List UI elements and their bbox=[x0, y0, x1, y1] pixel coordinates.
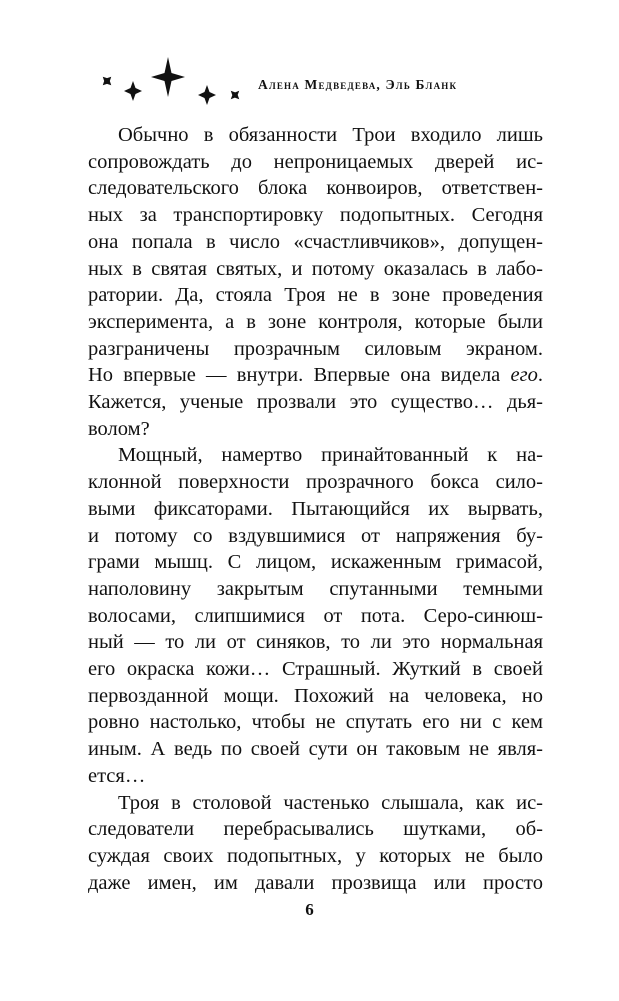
text-line bbox=[88, 603, 543, 630]
text-line bbox=[88, 336, 543, 363]
text-line-content: иным. А ведь по своей сути он таковым не явля- bbox=[88, 738, 543, 761]
text-line bbox=[88, 149, 543, 176]
text-line-content: его окраска кожи… Страшный. Жуткий в своей bbox=[88, 658, 543, 681]
text-line-content: ных за транспортировку подопытных. Сегодня bbox=[88, 204, 543, 227]
text-line bbox=[88, 389, 543, 416]
page-number: 6 bbox=[305, 900, 314, 919]
text-line bbox=[88, 362, 543, 389]
text-line-content: ровно настолько, чтобы не спутать его ни с кем bbox=[88, 711, 543, 734]
page-header bbox=[95, 55, 535, 107]
text-line-content: эксперимента, а в зоне контроля, которые были bbox=[88, 310, 543, 333]
text-line-content: сопровождать до непроницаемых дверей ис- bbox=[88, 150, 543, 173]
text-line-content: ных в святая святых, и потому оказалась в лабо- bbox=[88, 257, 543, 280]
text-line bbox=[88, 202, 543, 229]
text-line bbox=[88, 790, 543, 817]
text-line-content: грами мышц. С лицом, искаженным гримасой, bbox=[88, 551, 543, 574]
text-line bbox=[88, 709, 543, 736]
text-line-content: выми фиксаторами. Пытающийся их вырвать, bbox=[88, 497, 543, 520]
text-line bbox=[88, 175, 543, 202]
text-line bbox=[88, 656, 543, 683]
text-line bbox=[88, 763, 543, 790]
text-line-content: и потому со вздувшимися от напряжения бу- bbox=[88, 524, 543, 547]
text-line bbox=[88, 736, 543, 763]
text-line bbox=[88, 576, 543, 603]
text-line-content: она попала в число «счастливчиков», допущен- bbox=[88, 230, 543, 253]
text-line-content: Но впервые — внутри. Впервые она видела bbox=[88, 364, 501, 387]
text-line bbox=[88, 416, 543, 443]
text-line-content: следовательского блока конвоиров, ответствен- bbox=[88, 177, 543, 200]
running-head: Алена Медведева, Эль Бланк bbox=[258, 77, 458, 92]
text-line bbox=[88, 442, 543, 469]
text-line-content: Кажется, ученые прозвали это существо… дья- bbox=[88, 391, 543, 414]
text-line-content: Мощный, намертво принайтованный к на- bbox=[118, 444, 543, 467]
text-line bbox=[88, 282, 543, 309]
text-line bbox=[88, 496, 543, 523]
text-line-content: Обычно в обязанности Трои входило лишь bbox=[118, 124, 543, 146]
text-line bbox=[88, 229, 543, 256]
text-line bbox=[88, 870, 543, 897]
text-line-content: даже имен, им давали прозвища или просто bbox=[88, 871, 543, 894]
punctuation: . bbox=[537, 364, 544, 387]
text-line bbox=[88, 256, 543, 283]
body-text bbox=[88, 122, 543, 896]
text-line bbox=[88, 683, 543, 710]
text-line-content: разграничены прозрачным силовым экраном. bbox=[88, 337, 543, 360]
text-line bbox=[88, 309, 543, 336]
text-line-content: наполовину закрытым спутанными темными bbox=[88, 577, 543, 600]
text-line-content: ный — то ли от синяков, то ли это нормальная bbox=[88, 631, 543, 654]
text-line-content: волосами, слипшимися от пота. Серо-синюш- bbox=[88, 604, 543, 627]
emphasis-text: его bbox=[510, 364, 538, 387]
text-line-content: ется… bbox=[88, 764, 146, 787]
text-line-content: клонной поверхности прозрачного бокса сило- bbox=[88, 471, 543, 494]
text-line-content: первозданной мощи. Похожий на человека, но bbox=[88, 684, 543, 707]
text-line bbox=[88, 629, 543, 656]
text-line bbox=[88, 523, 543, 550]
text-line bbox=[88, 843, 543, 870]
text-line-content: суждая своих подопытных, у которых не было bbox=[88, 844, 543, 867]
text-line-content: следователи перебрасывались шутками, об- bbox=[88, 818, 543, 841]
text-line-content: ратории. Да, стояла Троя не в зоне проведения bbox=[88, 284, 543, 307]
text-line-content: волом? bbox=[88, 417, 150, 440]
text-line-content: Троя в столовой частенько слышала, как ис- bbox=[118, 791, 543, 814]
text-line bbox=[88, 469, 543, 496]
text-line bbox=[88, 549, 543, 576]
text-line bbox=[88, 816, 543, 843]
text-line bbox=[88, 122, 543, 149]
four-point-stars-icon bbox=[95, 55, 245, 107]
